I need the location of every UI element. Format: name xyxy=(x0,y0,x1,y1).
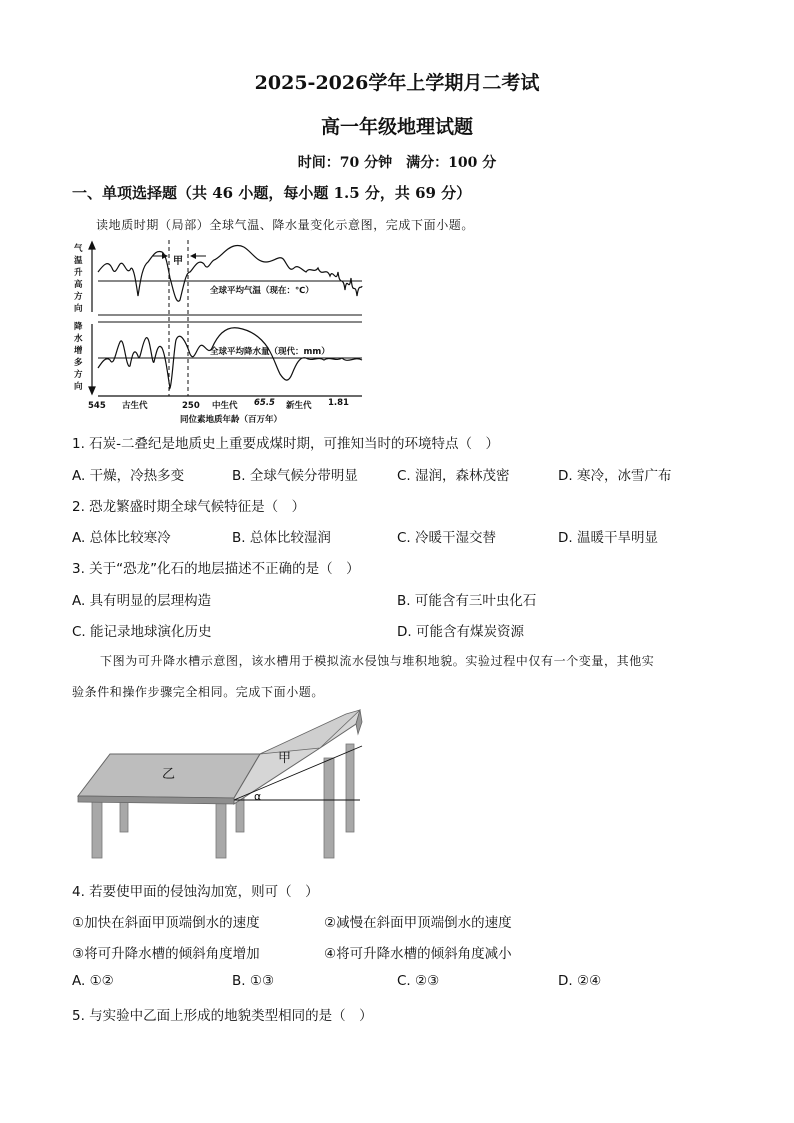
q1-option-d[interactable]: D. 寒冷，冰雪广布 xyxy=(558,468,672,484)
question-3-stem: 3. 关于“恐龙”化石的地层描述不正确的是（ ） xyxy=(72,561,360,577)
q4-statement-2: ②减慢在斜面甲顶端倒水的速度 xyxy=(324,915,512,931)
temp-axis-char: 温 xyxy=(74,256,83,266)
tick-label: 1.81 xyxy=(328,398,349,408)
intro-text-2-line1: 下图为可升降水槽示意图，该水槽用于模拟流水侵蚀与堆积地貌。实验过程中仅有一个变量，其他实 xyxy=(100,654,655,668)
q1-option-a[interactable]: A. 干燥，冷热多变 xyxy=(72,468,185,484)
era-label: 中生代 xyxy=(212,401,238,411)
q4-statement-4: ④将可升降水槽的倾斜角度减小 xyxy=(324,946,512,962)
jia-label: 甲 xyxy=(173,256,183,267)
precip-axis-char: 向 xyxy=(74,382,83,392)
surface-jia-top xyxy=(260,710,360,754)
q3-option-a[interactable]: A. 具有明显的层理构造 xyxy=(72,593,212,609)
question-5-stem: 5. 与实验中乙面上形成的地貌类型相同的是（ ） xyxy=(72,1008,373,1024)
era-label: 古生代 xyxy=(122,401,148,411)
temp-line-label: 全球平均气温（现在：℃） xyxy=(210,286,314,296)
q1-option-c[interactable]: C. 湿润，森林茂密 xyxy=(397,468,510,484)
tank-leg xyxy=(324,758,334,858)
precip-arrow-head xyxy=(89,387,95,394)
q4-option-d[interactable]: D. ②④ xyxy=(558,973,602,989)
precip-axis-char: 增 xyxy=(74,346,83,356)
q2-option-d[interactable]: D. 温暖干旱明显 xyxy=(558,530,658,546)
tick-label: 250 xyxy=(182,401,200,411)
label-alpha: α xyxy=(254,790,262,803)
precip-axis-char: 方 xyxy=(74,370,83,380)
label-yi: 乙 xyxy=(162,767,176,782)
tank-leg xyxy=(216,798,226,858)
section-heading: 一、单项选择题（共 46 小题，每小题 1.5 分，共 69 分） xyxy=(72,184,472,202)
precip-axis-char: 多 xyxy=(74,358,83,368)
temp-axis-char: 向 xyxy=(74,304,83,314)
temp-axis-char: 高 xyxy=(74,280,83,290)
q3-option-c[interactable]: C. 能记录地球演化历史 xyxy=(72,624,212,640)
intro-text-2-line2: 验条件和操作步骤完全相同。完成下面小题。 xyxy=(72,685,325,699)
q3-option-d[interactable]: D. 可能含有煤炭资源 xyxy=(397,624,524,640)
precip-axis-char: 水 xyxy=(74,334,83,344)
precip-axis-char: 降 xyxy=(74,322,83,332)
temp-arrow-head xyxy=(89,242,95,249)
exam-meta: 时间：70 分钟 满分：100 分 xyxy=(297,155,497,171)
tick-label: 65.5 xyxy=(254,398,275,408)
question-2-stem: 2. 恐龙繁盛时期全球气候特征是（ ） xyxy=(72,499,306,515)
exam-subtitle: 高一年级地理试题 xyxy=(320,116,473,138)
q4-statement-3: ③将可升降水槽的倾斜角度增加 xyxy=(72,946,260,962)
question-4-stem: 4. 若要使甲面的侵蚀沟加宽，则可（ ） xyxy=(72,884,319,900)
q2-option-a[interactable]: A. 总体比较寒冷 xyxy=(72,530,171,546)
q2-option-b[interactable]: B. 总体比较湿润 xyxy=(232,530,331,546)
q1-option-b[interactable]: B. 全球气候分带明显 xyxy=(232,468,358,484)
exam-title: 2025-2026学年上学期月二考试 xyxy=(254,72,540,94)
temp-axis-char: 升 xyxy=(74,268,83,278)
q2-option-c[interactable]: C. 冷暖干湿交替 xyxy=(397,530,497,546)
tick-label: 545 xyxy=(88,401,106,411)
x-axis-title: 同位素地质年龄（百万年） xyxy=(180,415,283,425)
q4-option-b[interactable]: B. ①③ xyxy=(232,973,275,989)
era-label: 新生代 xyxy=(286,401,312,411)
climate-figure xyxy=(70,238,370,430)
water-tank-figure xyxy=(70,704,370,864)
tank-leg xyxy=(346,744,354,832)
q4-statement-1: ①加快在斜面甲顶端倒水的速度 xyxy=(72,915,260,931)
q4-option-a[interactable]: A. ①② xyxy=(72,973,114,989)
jia-arrow-head xyxy=(190,253,196,259)
question-1-stem: 1. 石炭-二叠纪是地质史上重要成煤时期，可推知当时的环境特点（ ） xyxy=(72,436,500,452)
q3-option-b[interactable]: B. 可能含有三叶虫化石 xyxy=(397,593,537,609)
temp-axis-char: 方 xyxy=(74,292,83,302)
q4-option-c[interactable]: C. ②③ xyxy=(397,973,440,989)
label-jia: 甲 xyxy=(278,751,292,766)
temp-axis-char: 气 xyxy=(74,244,83,254)
intro-text-1: 读地质时期（局部）全球气温、降水量变化示意图，完成下面小题。 xyxy=(96,218,475,232)
precip-line-label: 全球平均降水量（现代：mm） xyxy=(210,347,330,357)
